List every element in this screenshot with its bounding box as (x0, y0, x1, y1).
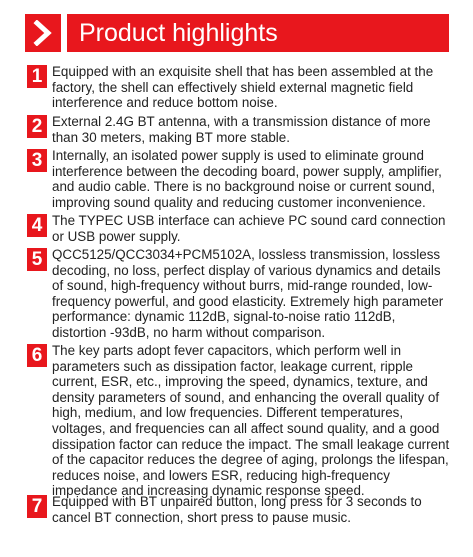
item-number-badge: 7 (27, 495, 47, 518)
chevron-right-icon (25, 14, 61, 52)
section-title-box (67, 14, 449, 52)
item-text: The TYPEC USB interface can achieve PC sound card connection or USB power supply. (52, 213, 446, 244)
item-number-badge: 1 (27, 65, 47, 88)
highlight-item-5 (27, 247, 451, 341)
item-number-badge: 5 (27, 248, 47, 271)
highlight-item-4 (27, 213, 451, 244)
item-text: Internally, an isolated power supply is used to eliminate ground interference between the decoding board, power supply, amplifier, and audio cable. There is no background noise or current sound, improving sound quality and reducing customer inconvenience. (52, 148, 442, 210)
section-header (25, 14, 449, 52)
item-number-badge: 2 (27, 115, 47, 138)
item-text: Equipped with an exquisite shell that has been assembled at the factory, the shell can effectively shield external magnetic field interference and reduce bottom noise. (52, 64, 434, 111)
item-text: External 2.4G BT antenna, with a transmission distance of more than 30 meters, making BT more stable. (52, 114, 431, 145)
highlight-item-6 (27, 343, 451, 499)
item-number-badge: 4 (27, 214, 47, 237)
chevron-right-icon-glyph (32, 20, 54, 46)
item-number-badge: 6 (27, 344, 47, 367)
section-title: Product highlights (79, 18, 278, 47)
highlight-item-3 (27, 148, 451, 210)
item-text: Equipped with BT unpaired button, long press for 3 seconds to cancel BT connection, short press to pause music. (52, 494, 422, 525)
item-text: The key parts adopt fever capacitors, which perform well in parameters such as dissipation factor, leakage current, ripple current, ESR, etc., improving the speed, dynamics, texture, and density parameters of sound, and enhancing the overall quality of high, medium, and low frequencies. Different temperatures, voltages, and frequencies can all affect sound quality, and a good dissipation factor can reduce the impact. The small leakage current of the capacitor reduces the degree of aging, prolongs the lifespan, reduces noise, and lowers ESR, reducing high-frequency impedance and increasing dynamic response speed. (52, 343, 450, 499)
highlight-item-1 (27, 64, 451, 111)
highlight-item-2 (27, 114, 451, 145)
item-text: QCC5125/QCC3034+PCM5102A, lossless transmission, lossless decoding, no loss, perfect display of various dynamics and details of sound, high-frequency without burrs, mid-range rounded, low-frequency powerful, and good elasticity. Extremely high parameter performance: dynamic 112dB, signal-to-noise ratio 112dB, distortion -93dB, no harm without comparison. (52, 247, 444, 340)
highlight-item-7 (27, 494, 451, 525)
item-number-badge: 3 (27, 149, 47, 172)
